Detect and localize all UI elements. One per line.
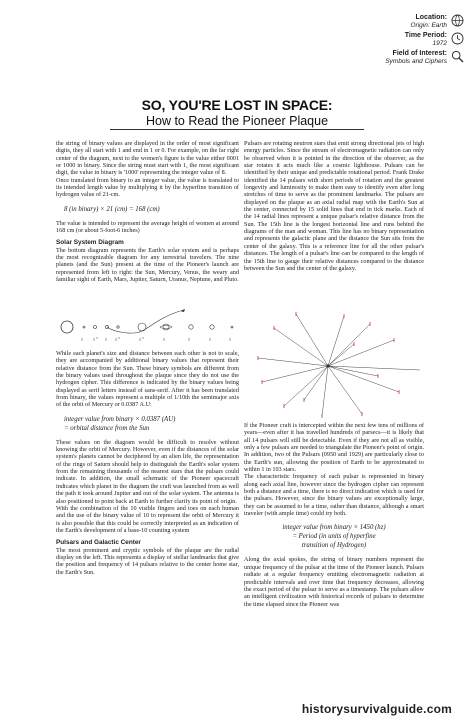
pulsar-lines: [258, 314, 420, 416]
left-paragraph-6: These values on the diagram would be difficult to resolve without knowing the orbit of Mercury. However, even if the distances of the solar system's planets cannot be deciphered by an alien life, the representation of the rings of Saturn should help to distinguish the Earth's solar system from the remaining thousands of the nearest stars that the pulsars could indicate. In addition, the small schematic of the Pioneer spacecraft indicates which planet in the diagram the craft was launched from as well the path it took around Jupiter and out of the solar system. The antenna is also positioned to point back at Earth to further clarify its point of origin.: [56, 438, 239, 505]
planet-venus: [94, 326, 97, 329]
solar-system-diagram: [56, 305, 239, 349]
clock-icon: [451, 32, 464, 45]
pioneer-trajectory: [107, 311, 180, 333]
left-paragraph-5: While each planet's size and distance between each other is not to scale, they are accompanied by additional binary values that represent their relative distance from the Sun. These binary symbols are different from the binary values used throughout the plaque since they do not use the hydrogen cipher. This difference is indicated by the binary values being displayed as serif letters instead of sans-serif. After it has been translated from binary, the values represent a multiple of 1/10th the semimajor axis of the orbit of Mercury or 0.0387 A.U:: [56, 350, 239, 409]
right-paragraph-4: Along the axial spokes, the string of binary numbers represent the unique frequency of the pulsar at the time of the Pioneer launch. Pulsars radiate at a regular frequency emitting electromagnetic radiation at predictable intervals and over time that frequency decreases, allowing the exact period of the pulsar to serve as a timestamp. The pulsars allow an intelligent civilization with historical records of pulsars to determine the time elapsed since the Pioneer was: [244, 556, 424, 608]
orbit-equation-line-2: = orbital distance from the Sun: [64, 424, 150, 432]
planet-saturn: [163, 324, 169, 330]
sun-center-point: [326, 364, 329, 367]
orbit-equation: [64, 415, 239, 433]
left-paragraph-1: the string of binary values are displayed in the order of most significant digits, they all start with 1 and end in 1 or 0. For example, on the far right center of the diagram, next to the women's figure is the value either 0001 or 1000 in binary. Since the string must start with 1, the most significant digit, the value in binary is '1000' representing the integer value of 8.: [56, 140, 239, 177]
page-subtitle: How to Read the Pioneer Plaque: [145, 114, 329, 128]
site-url: historysurvivalguide.com: [301, 702, 452, 716]
orbit-equation-line-1: integer value from binary × 0.0387 (AU): [64, 415, 176, 423]
right-paragraph-2: If the Pioneer craft is intercepted within the next few tens of millions of years—even after it has travelled hundreds of parsecs—it is likely that all 14 pulsars will still be detectable. Even if they are not all as visible, only a few pulsars are needed to triangulate the Pioneer's point of origin. In addition, two of the Pulsars (0950 and 1929) are particularly close to the Earth's sun, allowing the position of Earth to be approximated to within 1 in 103 stars.: [244, 422, 424, 474]
meta-panel: [314, 14, 464, 68]
interest-label: Field of Interest:: [392, 50, 447, 57]
pulsar-equation: [244, 523, 424, 550]
right-paragraph-3: The characteristic frequency of each pulsar is represented in binary along each axial line, however since the hydrogen cipher can represent both a distance and a time, there is no direct indication which is used for the pulsars. However, since the binary values are exceptionally large, they can be assumed to be a time, rather than distance, although a smart traveler (with ample time) could try both.: [244, 473, 424, 518]
planet-pluto: [231, 326, 233, 328]
left-column-upper: [56, 140, 239, 284]
interest-row: [314, 50, 464, 66]
right-column-upper: [244, 140, 424, 272]
pulsar-equation-line-2: = Period (in units of hyperfine: [292, 533, 376, 541]
location-row: [314, 14, 464, 30]
saturn-rings: [160, 326, 172, 329]
heading-solar-system: Solar System Diagram: [56, 239, 124, 247]
location-label: Location:: [415, 14, 447, 21]
time-label: Time Period:: [404, 32, 447, 39]
height-equation: 8 (in binary) × 21 (cm) = 168 (cm): [64, 205, 160, 213]
left-paragraph-7: With the combination of the 10 visible fingers and toes on each human and the use of the binary value of 10 to represent the orbit of Mercury it is also possible that this could be correctly interpreted as an indication of the Earth's development of a base-10 counting system: [56, 504, 239, 534]
planet-mercury: [83, 326, 85, 328]
planet-mars: [117, 326, 119, 328]
globe-icon: [451, 14, 464, 27]
sun-symbol: [61, 321, 73, 333]
pulsar-equation-line-3: transition of Hydrogen): [301, 542, 367, 550]
left-column-lower: [56, 350, 239, 576]
title-divider: [110, 129, 364, 130]
pioneer-craft-symbol: [180, 309, 185, 312]
left-paragraph-8: The most prominent and cryptic symbols of the plaque are the radial display on the left. This represents a display of stellar landmarks that give the position and frequency of 14 pulsars relative to the center home star, the Earth's Sun.: [56, 546, 239, 576]
location-value: Origin: Earth: [410, 22, 447, 29]
magnifier-icon: [451, 50, 464, 63]
planet-neptune: [210, 325, 214, 329]
planet-jupiter: [138, 323, 146, 331]
interest-value: Symbols and Ciphers: [385, 58, 447, 65]
binary-marks: [82, 338, 230, 341]
left-paragraph-3: The value is intended to represent the average height of women at around 168 cm (or about 5-foot-6 inches): [56, 219, 239, 235]
heading-pulsars: Pulsars and Galactic Center: [56, 539, 141, 547]
right-column-lower: [244, 422, 424, 608]
time-row: [314, 32, 464, 48]
planet-uranus: [189, 325, 193, 329]
pulsar-equation-line-1: integer value from binary × 1450 (hz): [282, 524, 386, 532]
time-value: 1972: [432, 40, 447, 47]
page-title: SO, YOU'RE LOST IN SPACE:: [141, 97, 333, 113]
left-paragraph-4: The bottom diagram represents the Earth's solar system and is perhaps the most recognizable diagram for any terrestrial travelers. The nine planets (and the Sun) present at the time of the Pioneer's launch are represented from left to right: the Sun, Mercury, Venus, the weary and familiar sight of Earth, Mars, Jupiter, Saturn, Uranus, Neptune, and Pluto.: [56, 246, 239, 284]
right-paragraph-1: Pulsars are rotating neutron stars that emit strong directional jets of high energy particles. Since the stream of electromagnetic radiation can only be observed when it is pointed in the direction of the observer, as the star rotates it acts much like a cosmic lighthouse. Pulsars can be identified by their unique and predictable rotational period. Frank Drake identified the 14 pulsars with short periods of rotation and the greatest longevity and luminosity to make them easy to identify even after long stretches of time to serve as the prominent landmarks. The pulsars are displayed on the plaque as an axial radial map with the Earth's Sun at the center, connected by 15 solid lines that end in tick marks. Each of the 14 radial lines represent a unique pulsar's relative distance from the Sun. The 15th line is the longest horizontal line and runs behind the diagrams of the man and woman. This line has no binary representation and represents the galactic plane and the distance the Sun sits from the center of the galaxy. This is a reference line for all the other pulsar's distances. The length of a pulsar's line can be compared to the length of the 15th line to gauge their relative distances compared to the distance between the Sun and the center of the galaxy.: [244, 140, 424, 272]
left-paragraph-2: Once translated from binary to an integer value, the value is translated to its intended length value by multiplying it by the hyperfine transition of hydrogen value of 21-cm.: [56, 176, 239, 199]
pulsar-map-diagram: [244, 310, 424, 418]
